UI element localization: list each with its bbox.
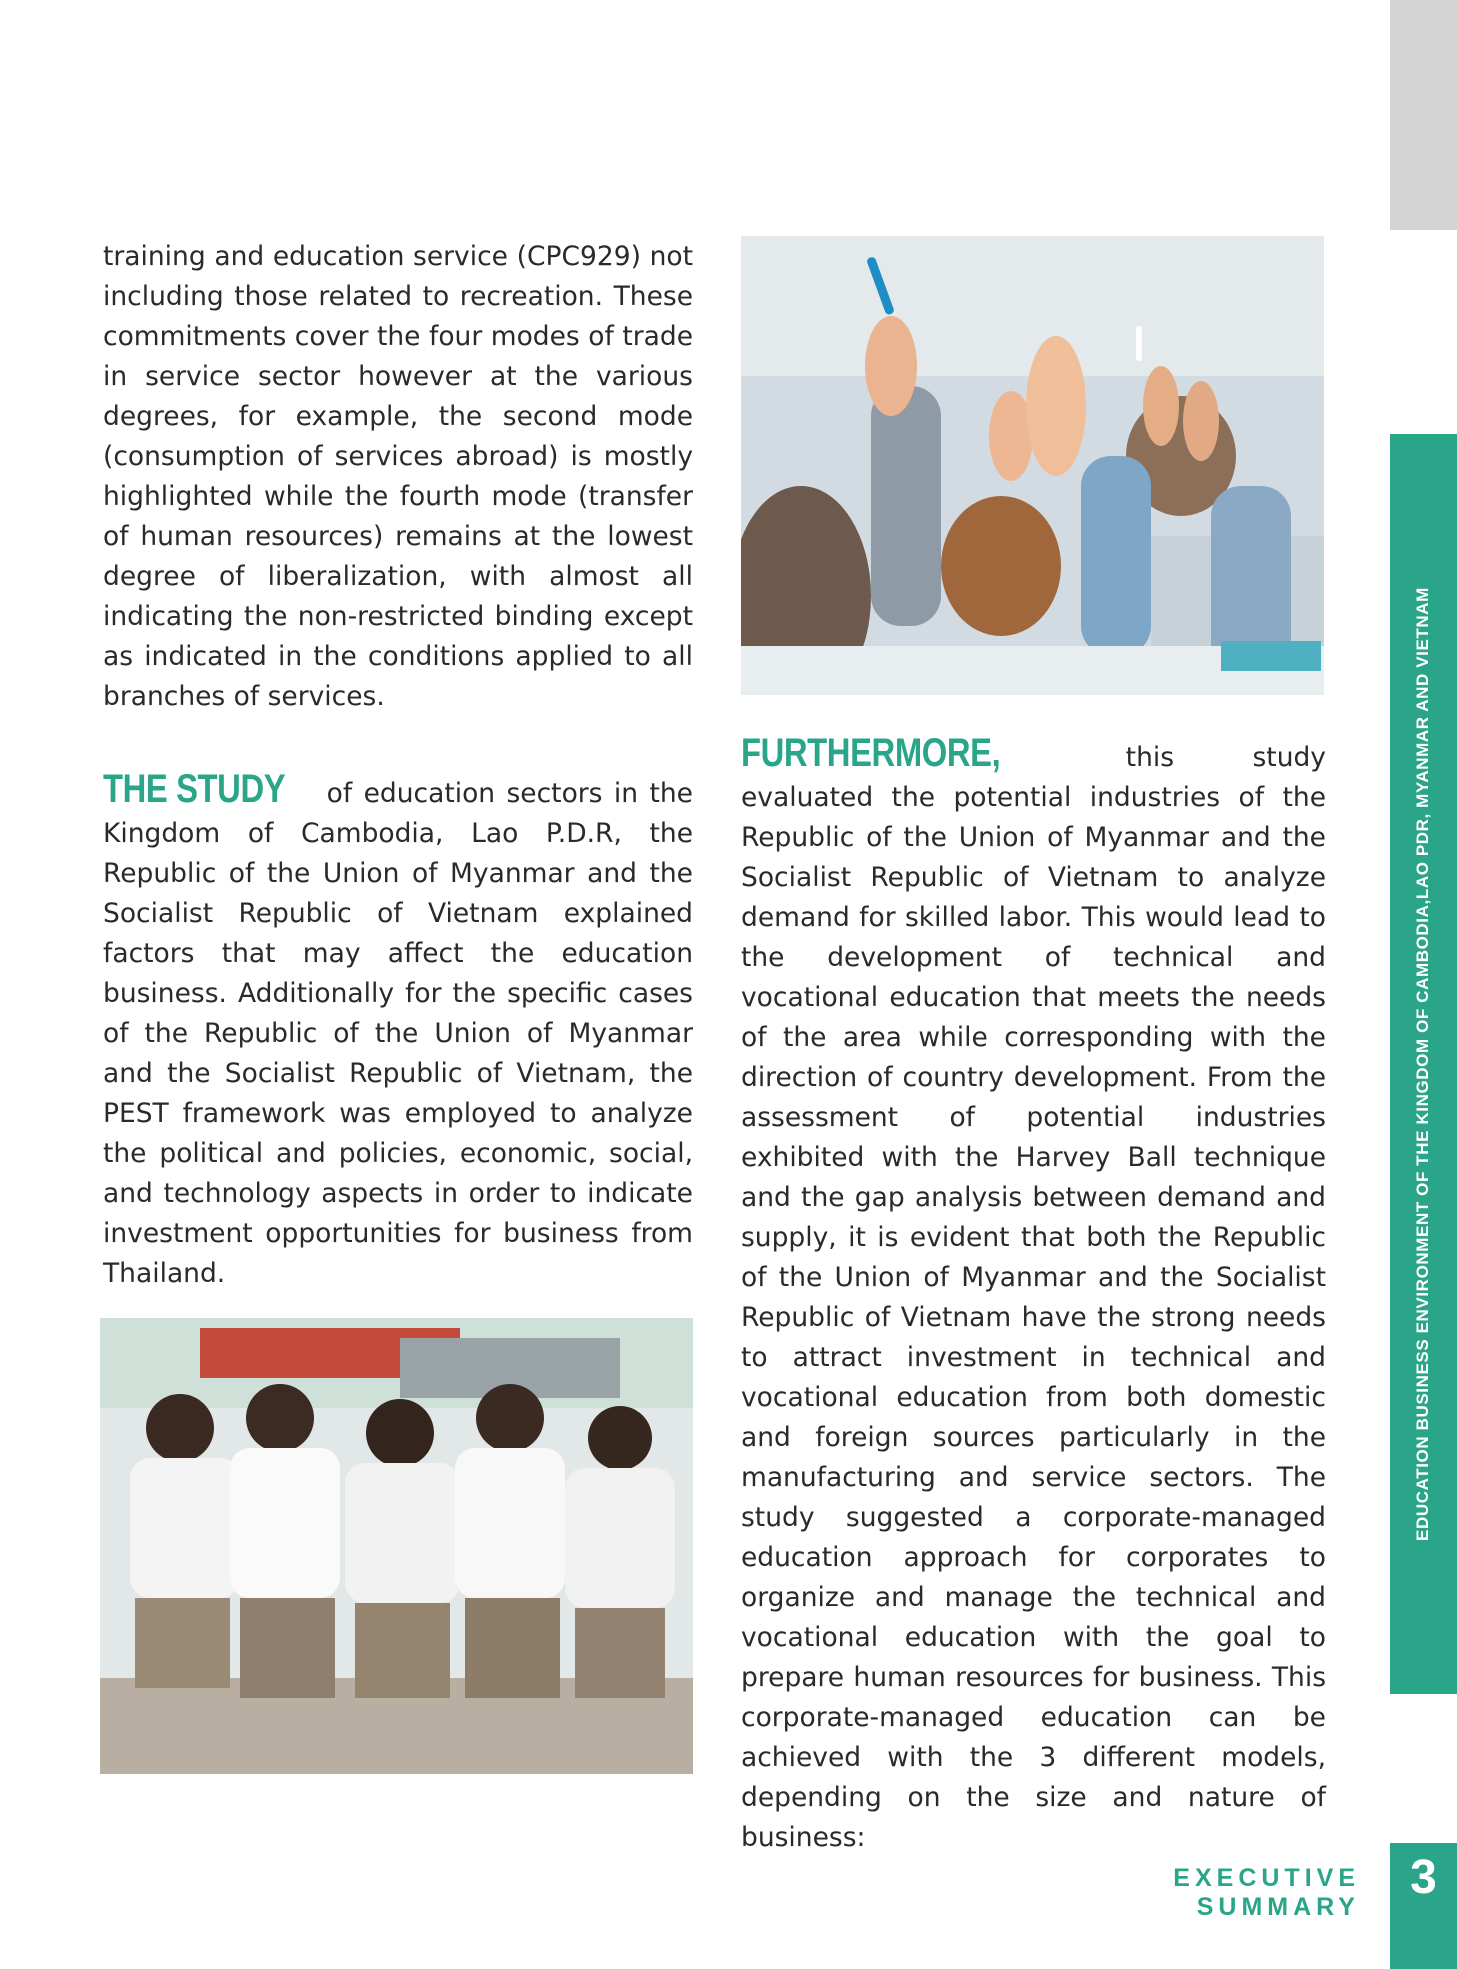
gray-edge-tab <box>1390 0 1457 230</box>
schoolchildren-photo <box>100 1318 693 1774</box>
left-column-top <box>103 237 693 717</box>
classroom-raised-hands-photo <box>741 236 1324 695</box>
chapter-vertical-title: EDUCATION BUSINESS ENVIRONMENT OF THE KINGDOM OF CAMBODIA,LAO PDR, MYANMAR AND VIETNAM <box>1413 587 1432 1541</box>
right-column-furthermore <box>741 733 1326 1858</box>
page-number: 3 <box>1410 1851 1437 1904</box>
lead-in-furthermore: FURTHERMORE, <box>741 731 1001 775</box>
section-footer-label: EXECUTIVE SUMMARY <box>1173 1864 1360 1921</box>
paragraph-the-study-body: of education sectors in the Kingdom of Cambodia, Lao P.D.R, the Republic of the Union of Myanmar and the Socialist Republic of Vietnam explained factors that may affect the education business. Additionally for the specific cases of the Republic of the Union of Myanmar and the Socialist Republic of Vietnam, the PEST framework was employed to analyze the political and policies, economic, social, and technology aspects in order to indicate investment opportunities for business from Thailand. <box>103 778 693 1289</box>
paragraph-trade-commitments: training and education service (CPC929) not including those related to recreation. These commitments cover the four modes of trade in service sector however at the various degrees, for example, the second mode (consumption of services abroad) is mostly highlighted while the fourth mode (transfer of human resources) remains at the lowest degree of liberalization, with almost all indicating the non-restricted binding except as indicated in the conditions applied to all branches of services. <box>103 241 693 712</box>
paragraph-the-study <box>103 769 693 1294</box>
paragraph-furthermore <box>741 733 1326 1858</box>
left-column-study <box>103 769 693 1294</box>
lead-in-the-study: THE STUDY <box>103 767 286 811</box>
paragraph-furthermore-body: this study evaluated the potential industries of the Republic of the Union of Myanmar and the Socialist Republic of Vietnam to analyze demand for skilled labor. This would lead to the development of technical and vocational education that meets the needs of the area while corresponding with the direction of country development. From the assessment of potential industries exhibited with the Harvey Ball technique and the gap analysis between demand and supply, it is evident that both the Republic of the Union of Myanmar and the Socialist Republic of Vietnam have the strong needs to attract investment in technical and vocational education from both domestic and foreign sources particularly in the manufacturing and service sectors. The study suggested a corporate-managed education approach for corporates to organize and manage the technical and vocational education with the goal to prepare human resources for business. This corporate-managed education can be achieved with the 3 different models, depending on the size and nature of business: <box>741 742 1326 1853</box>
